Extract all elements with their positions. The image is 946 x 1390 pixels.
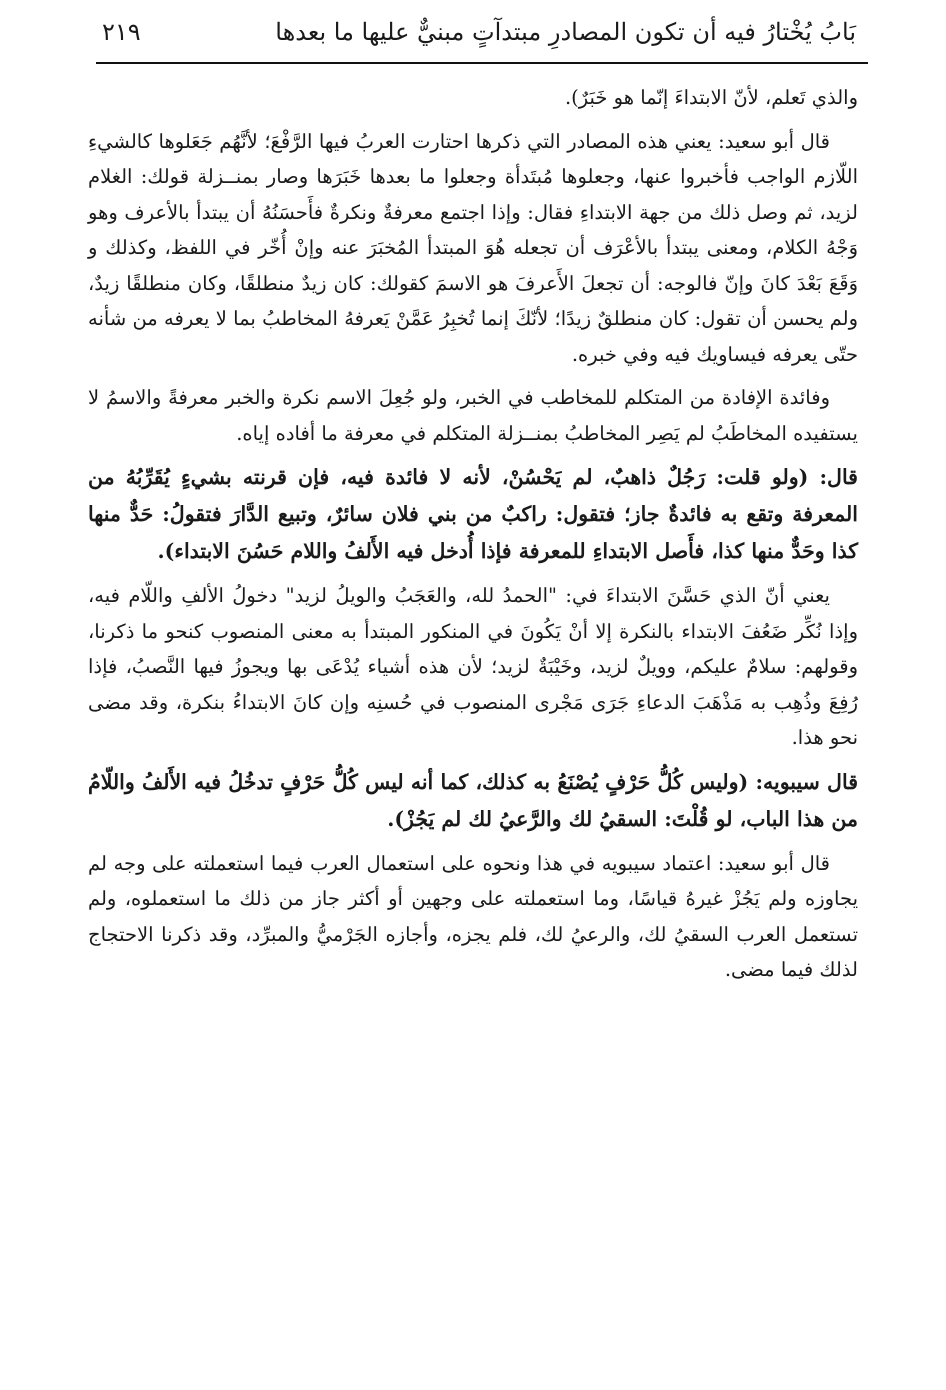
running-title: بَابُ يُخْتارُ فيه أن تكون المصادرِ مبتدآتٍ مبنيٌّ عليها ما بعدها <box>275 18 856 46</box>
body-text <box>88 80 858 996</box>
paragraph-commentary: يعني أنّ الذي حَسَّنَ الابتداءَ في: "الحمدُ لله، والعَجَبُ والويلُ لزيد" دخولُ الألفِ واللّام فيه، وإذا نُكِّر ضَعُفَ الابتداء بالنكرة إلا أنْ يَكُونَ في المنكور المبتدأ به معنى المنصوب كنحو ما ذكرنا، وقولهم: سلامٌ عليكم، وويلٌ لزيد، وخَيْبَةٌ لزيد؛ لأن هذه أشياء يُدْعَى بها ويجوزُ فيها النَّصبُ، فإذا رُفِعَ وذُهِب به مَذْهَبَ الدعاءِ جَرَى مَجْرى المنصوب في حُسنِه وإن كانَ الابتداءُ بنكرة، وقد مضى نحو هذا. <box>88 584 858 749</box>
page-number: ٢١٩ <box>102 18 141 46</box>
paragraph-commentary: قال أبو سعيد: اعتماد سيبويه في هذا ونحوه على استعمال العرب فيما استعملته على وجه لم يجاوزه ولم يَجُزْ غيرهُ قياسًا، وما استعملته على وجهين أو أكثر جاز من ذلك ما استعملوه، ولم تستعمل العرب السقيُ لك، والرعيُ لك، فلم يجزه، وأجازه الجَرْميُّ والمبرِّد، وقد ذكرنا الاحتجاج لذلك فيما مضى. <box>88 851 858 981</box>
paragraph-commentary: قال أبو سعيد: يعني هذه المصادر التي ذكرها احتارت العربُ فيها الرَّفْعَ؛ لأنَّهُم جَعَلوها كالشيءِ اللّازم الواجب فأخبروا عنها، وجعلوها مُبتَدأة وجعلوا ما بعدها خَبَرَها وصار بمنــزلة قولك: الغلام لزيد، ثم وصل ذلك من جهة الابتداءِ فقال: وإذا اجتمع معرفةٌ ونكرةٌ فأَحسَنُهُ أن يبتدأ بالأعرف وهو وَجْهُ الكلام، ومعنى يبتدأ بالأعْرَف أن تجعله هُوَ المبتدأ المُخبَرَ عنه وإنْ أُخّر في اللفظ، وكذلك و وَقَعَ بَعْدَ كانَ وإنّ فالوجه: أن تجعلَ الأَعرفَ هو الاسمَ كقولك: كان زيدٌ منطلقًا، وكان منطلقًا زيدٌ، ولم يحسن أن تقول: كان منطلقٌ زيدًا؛ لأنّكَ إنما تُخبِرُ عَمَّنْ يَعرفهُ المخاطبُ بما لا يعرفه من شأنه حتّى يعرفه فيساويك فيه وفي خبره. <box>88 129 858 366</box>
paragraph-continuation: والذي تَعلم، لأنّ الابتداءَ إنّما هو خَبَرٌ). <box>564 86 858 109</box>
paragraph-commentary: وفائدة الإفادة من المتكلم للمخاطب في الخبر، ولو جُعِلَ الاسم نكرة والخبر معرفةً والاسمُ لا يستفيده المخاطَبُ لم يَصِر المخاطبُ بمنــزلة المتكلم في معرفة ما أفاده إياه. <box>88 386 858 445</box>
page-header <box>90 14 856 54</box>
paragraph-sibawayh-quote: قال: (ولو قلت: رَجُلٌ ذاهبٌ، لم يَحْسُنْ، لأنه لا فائدة فيه، فإن قرنته بشيءٍ يُقَرِّبُهُ من المعرفة وتقع به فائدةٌ جاز؛ فتقول: راكبٌ من بني فلان سائرٌ، وتبيع الدَّارَ فتقولُ: حَدٌّ منها كذا وحَدٌّ منها كذا، فأَصل الابتداءِ للمعرفة فإذا أُدخل فيه الأَلفُ واللام حَسُنَ الابتداء). <box>88 465 858 563</box>
header-divider <box>96 62 868 64</box>
paragraph-sibawayh-quote: قال سيبويه: (وليس كُلُّ حَرْفٍ يُصْنَعُ به كذلك، كما أنه ليس كُلُّ حَرْفٍ تدخُلُ فيه الأَلفُ واللّامُ من هذا الباب، لو قُلْتَ: السقيُ لك والرَّعيُ لك لم يَجُزْ). <box>88 769 858 831</box>
